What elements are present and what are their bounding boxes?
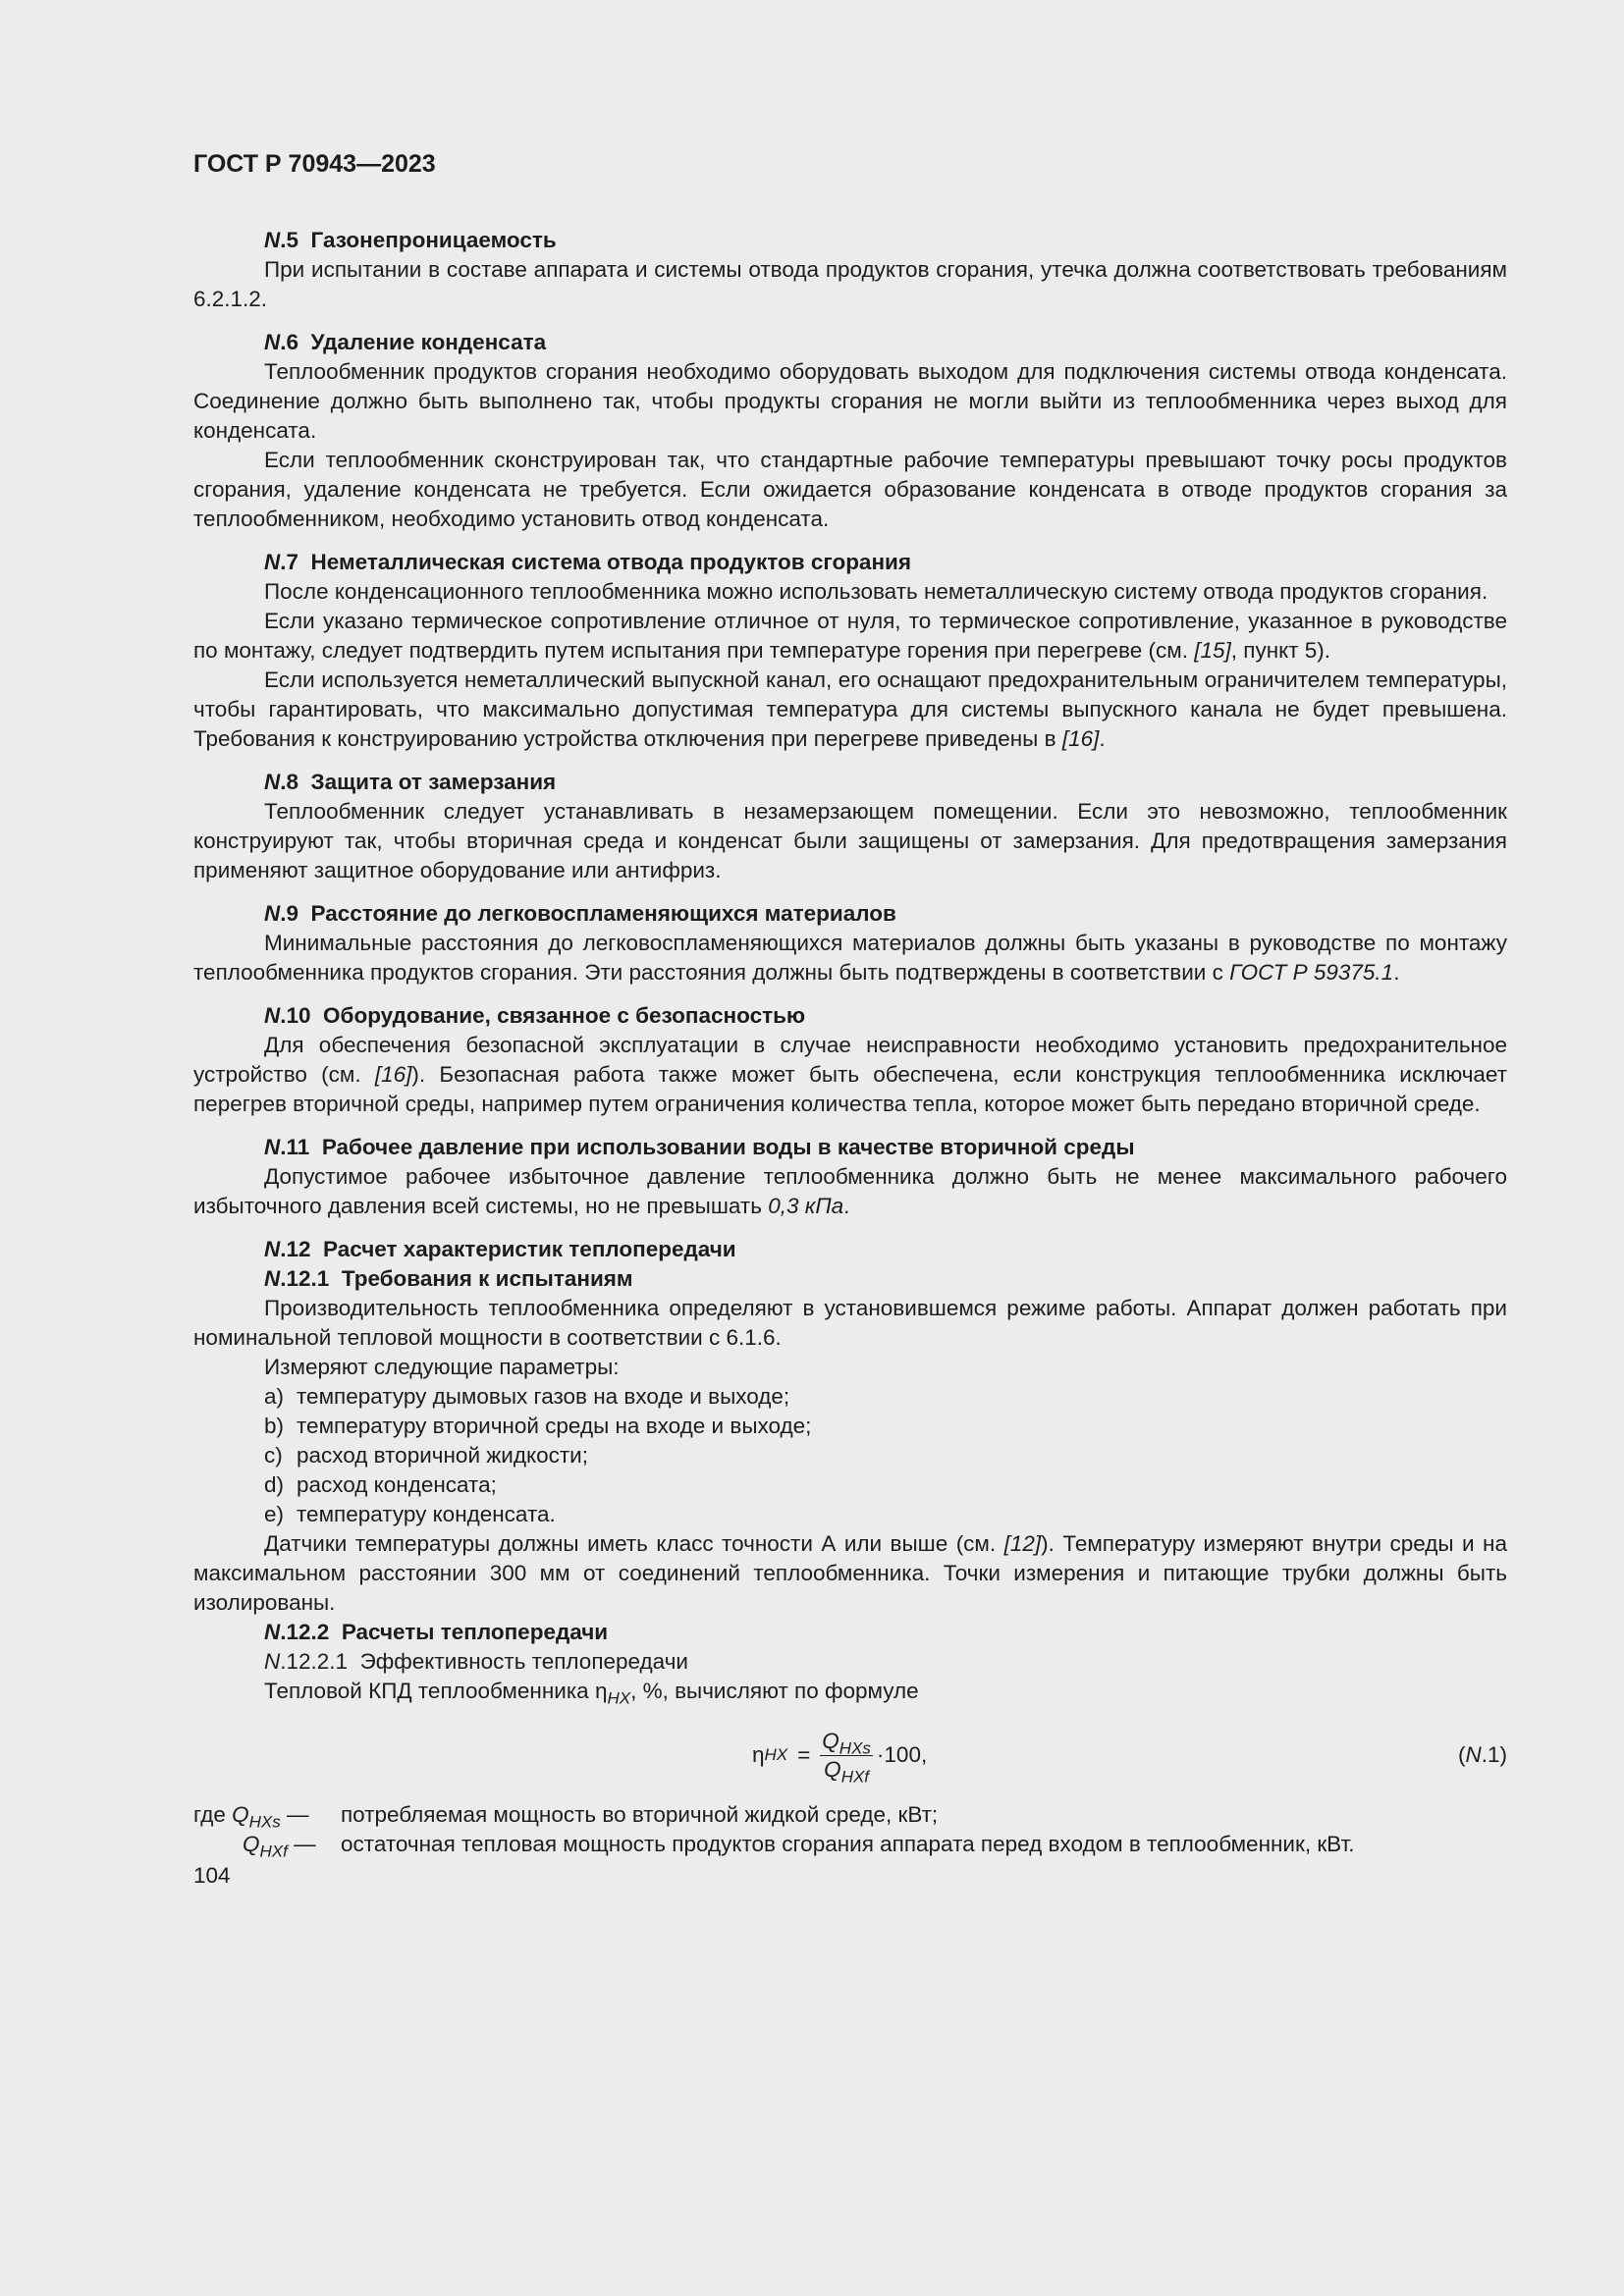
variable-subscript: HXf: [259, 1842, 288, 1861]
text-run: , %, вычисляют по формуле: [630, 1679, 919, 1703]
paragraph: [193, 607, 1507, 666]
section-title: Защита от замерзания: [310, 770, 557, 794]
subsubsection-heading-n12-2-1: [193, 1647, 1507, 1677]
denominator-subscript: HXf: [840, 1767, 870, 1786]
list-item: [193, 1441, 1507, 1470]
fraction-numerator: [820, 1728, 873, 1756]
section-heading-n5: [193, 226, 1507, 255]
list-item: [193, 1470, 1507, 1500]
list-marker: c): [264, 1443, 283, 1468]
text-run: .: [1099, 726, 1106, 751]
section-letter: N: [264, 901, 281, 926]
section-letter: N: [264, 1649, 281, 1674]
variable-definitions: [193, 1800, 1507, 1859]
variable-subscript: HXs: [248, 1812, 281, 1832]
definition-row: [193, 1800, 1507, 1830]
formula-n1: [752, 1724, 927, 1787]
paragraph: Если теплообменник сконструирован так, что стандартные рабочие температуры превышают точку росы продуктов сгорания, удаление конденсата не требуется. Если ожидается образование конденсата в отводе продуктов сгорания за теплообменником, необходимо установить отвод конденсата.: [193, 448, 1507, 531]
variable-symbol: Q: [232, 1802, 249, 1827]
text-run: Если указано термическое сопротивление отличное от нуля, то термическое сопротивление, указанное в руководстве по монтажу, следует подтвердить путем испытания при температуре горения при перегреве (см.: [193, 609, 1507, 663]
list-marker: b): [264, 1414, 285, 1438]
section-title: Требования к испытаниям: [341, 1266, 633, 1291]
equation-number-rest: .1): [1481, 1742, 1507, 1767]
definition-text: потребляемая мощность во вторичной жидкой среде, кВт;: [341, 1802, 939, 1827]
section-heading-n11: [193, 1133, 1507, 1162]
definition-dash: —: [294, 1832, 316, 1856]
formula-fraction: [820, 1728, 873, 1784]
section-number: .7: [280, 550, 299, 574]
definition-symbol: [193, 1830, 341, 1859]
eta-subscript: HX: [607, 1688, 631, 1708]
page-number: 104: [193, 1863, 231, 1888]
section-title: Расстояние до легковоспламеняющихся материалов: [310, 901, 896, 926]
section-heading-n10: [193, 1001, 1507, 1031]
paragraph: [193, 1677, 1507, 1706]
section-letter: N: [264, 228, 281, 252]
section-number: .12.2: [280, 1620, 330, 1644]
text-run: Для обеспечения безопасной эксплуатации в случае неисправности необходимо установить предохранительное устройство (см.: [193, 1033, 1507, 1087]
section-title: Неметаллическая система отвода продуктов сгорания: [310, 550, 911, 574]
document-page: [193, 147, 1507, 1891]
numerator-subscript: HXs: [839, 1738, 871, 1757]
list-marker: e): [264, 1502, 285, 1526]
section-number: .11: [280, 1135, 310, 1159]
bibliography-reference: [16]: [1061, 726, 1100, 751]
paragraph: Теплообменник следует устанавливать в незамерзающем помещении. Если это невозможно, теплообменник конструируют так, чтобы вторичная среда и конденсат были защищены от замерзания. Для предотвращения замерзания применяют защитное оборудование или антифриз.: [193, 799, 1507, 882]
section-letter: N: [264, 1003, 281, 1028]
list-item-text: температуру дымовых газов на входе и выходе;: [297, 1384, 790, 1409]
eta-symbol: η: [594, 1679, 608, 1703]
section-number: .10: [280, 1003, 311, 1028]
paragraph: [193, 1162, 1507, 1221]
text-run: Если используется неметаллический выпускной канал, его оснащают предохранительным ограничителем температуры, чтобы гарантировать, что максимально допустимая температура для системы выпускного канала не будет превышена. Требования к конструированию устройства отключения при перегреве приведены в: [193, 667, 1507, 751]
equation-number: [1458, 1740, 1507, 1770]
section-letter: N: [264, 330, 281, 354]
section-title: Рабочее давление при использовании воды в качестве вторичной среды: [321, 1135, 1135, 1159]
formula-block: [193, 1724, 1507, 1787]
definition-symbol: [193, 1800, 341, 1830]
text-run: Минимальные расстояния до легковоспламеняющихся материалов должны быть указаны в руководстве по монтажу теплообменника продуктов сгорания. Эти расстояния должны быть подтверждены в соответствии с: [193, 931, 1507, 985]
section-heading-n12: [193, 1235, 1507, 1264]
denominator-symbol: Q: [824, 1756, 841, 1782]
equation-number-paren: (: [1457, 1742, 1466, 1767]
section-heading-n9: [193, 899, 1507, 929]
list-item: [193, 1412, 1507, 1441]
paragraph: [193, 1529, 1507, 1618]
pressure-value: 0,3 кПа: [768, 1194, 844, 1218]
section-letter: N: [264, 1237, 281, 1261]
section-title: Расчеты теплопередачи: [341, 1620, 609, 1644]
formula-eta-subscript: HX: [764, 1745, 788, 1764]
fraction-denominator: [822, 1756, 871, 1784]
section-title: Удаление конденсата: [310, 330, 547, 354]
bibliography-reference: [15]: [1194, 638, 1231, 663]
text-run: Тепловой КПД теплообменника: [264, 1679, 595, 1703]
bibliography-reference: [12]: [1003, 1531, 1042, 1556]
list-item: [193, 1500, 1507, 1529]
list-marker: a): [264, 1384, 285, 1409]
variable-symbol: Q: [243, 1832, 260, 1856]
section-letter: N: [264, 1620, 281, 1644]
list-item-text: температуру конденсата.: [297, 1502, 556, 1526]
document-header: ГОСТ Р 70943—2023: [193, 150, 436, 178]
definition-dash: —: [287, 1802, 309, 1827]
subsection-heading-n12-1: [193, 1264, 1507, 1294]
section-title: Эффективность теплопередачи: [359, 1649, 688, 1674]
section-letter: N: [264, 770, 281, 794]
subsection-heading-n12-2: [193, 1618, 1507, 1647]
section-number: .12: [280, 1237, 311, 1261]
paragraph: При испытании в составе аппарата и системы отвода продуктов сгорания, утечка должна соответствовать требованиям 6.2.1.2.: [193, 257, 1507, 311]
section-number: .5: [280, 228, 299, 252]
text-run: .: [1393, 960, 1400, 985]
standard-reference: ГОСТ Р 59375.1: [1229, 960, 1394, 985]
text-run: Допустимое рабочее избыточное давление теплообменника должно быть не менее максимального рабочего избыточного давления всей системы, но не превышать: [193, 1164, 1507, 1218]
numerator-symbol: Q: [822, 1728, 839, 1753]
text-run: ). Температуру измеряют внутри среды и на максимальном расстоянии 300 мм от соединений теплообменника. Точки измерения и питающие трубки должны быть изолированы.: [193, 1531, 1507, 1615]
list-item-text: температуру вторичной среды на входе и выходе;: [297, 1414, 812, 1438]
section-title: Расчет характеристик теплопередачи: [323, 1237, 736, 1261]
section-title: Газонепроницаемость: [310, 228, 557, 252]
paragraph: Измеряют следующие параметры:: [264, 1355, 620, 1379]
list-item-text: расход конденсата;: [297, 1472, 497, 1497]
list-item: [193, 1382, 1507, 1412]
section-number: .9: [280, 901, 299, 926]
text-run: Датчики температуры должны иметь класс точности А или выше (см.: [264, 1531, 1004, 1556]
text-run: ). Безопасная работа также может быть обеспечена, если конструкция теплообменника исключает перегрев вторичной среды, например путем ограничения количества тепла, которое может быть передано вторичной среде.: [193, 1062, 1508, 1116]
section-title: Оборудование, связанное с безопасностью: [323, 1003, 806, 1028]
list-marker: d): [264, 1472, 285, 1497]
paragraph: [193, 929, 1507, 988]
section-number: .12.1: [280, 1266, 330, 1291]
section-letter: N: [264, 1135, 281, 1159]
formula-eta: η: [752, 1742, 765, 1767]
text-run: .: [843, 1194, 850, 1218]
section-heading-n6: [193, 328, 1507, 357]
paragraph: После конденсационного теплообменника можно использовать неметаллическую систему отвода продуктов сгорания.: [264, 579, 1489, 604]
formula-multiplier: ·100,: [876, 1742, 928, 1767]
section-letter: N: [264, 550, 281, 574]
section-number: .8: [280, 770, 299, 794]
parameter-list: [193, 1382, 1507, 1529]
paragraph: Производительность теплообменника определяют в установившемся режиме работы. Аппарат должен работать при номинальной тепловой мощности в соответствии с 6.1.6.: [193, 1296, 1507, 1350]
text-run: , пункт 5).: [1230, 638, 1331, 663]
bibliography-reference: [16]: [374, 1062, 412, 1087]
section-number: .12.2.1: [280, 1649, 349, 1674]
section-letter: N: [264, 1266, 281, 1291]
formula-equals: =: [797, 1742, 811, 1767]
section-heading-n8: [193, 768, 1507, 797]
paragraph: [193, 666, 1507, 754]
section-heading-n7: [193, 548, 1507, 577]
definition-text: остаточная тепловая мощность продуктов сгорания аппарата перед входом в теплообменник, кВт.: [341, 1832, 1355, 1856]
paragraph: [193, 1031, 1507, 1119]
equation-number-letter: N: [1465, 1742, 1482, 1767]
section-number: .6: [280, 330, 299, 354]
definition-row: [193, 1830, 1507, 1859]
paragraph: Теплообменник продуктов сгорания необходимо оборудовать выходом для подключения системы отвода конденсата. Соединение должно быть выполнено так, чтобы продукты сгорания не могли выйти из теплообменника через выход для конденсата.: [193, 359, 1507, 443]
list-item-text: расход вторичной жидкости;: [297, 1443, 588, 1468]
where-label: где: [193, 1802, 226, 1827]
